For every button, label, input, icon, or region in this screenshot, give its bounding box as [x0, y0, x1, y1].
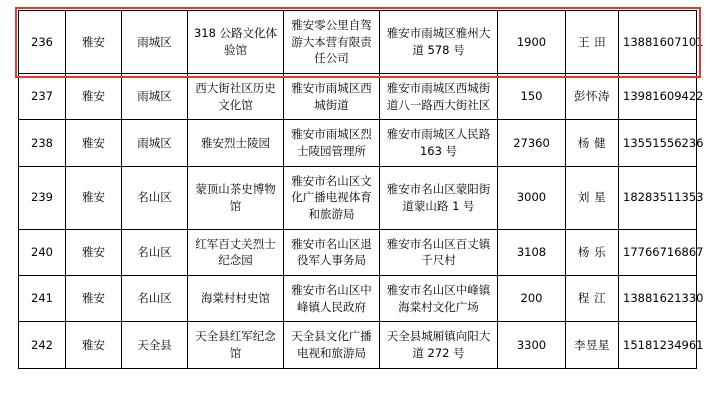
cell-venue-name: 天全县红军纪念馆: [188, 322, 284, 368]
cell-serial-number: 241: [19, 276, 66, 322]
cell-district: 雨城区: [122, 74, 188, 120]
cell-district: 雨城区: [122, 120, 188, 166]
table-row: [19, 74, 697, 120]
cell-managing-unit: 雅安市雨城区西城街道: [284, 74, 380, 120]
cell-city: 雅安: [66, 120, 122, 166]
cell-phone: 13551556236: [619, 120, 697, 166]
cell-city: 雅安: [66, 11, 122, 74]
cell-venue-name: 318 公路文化体验馆: [188, 11, 284, 74]
cell-phone: 17766716867: [619, 229, 697, 275]
cell-address: 雅安市雨城区西城街道八一路西大街社区: [380, 74, 498, 120]
cell-area: 3000: [498, 166, 566, 229]
cell-contact-person: 程 江: [566, 276, 619, 322]
cell-district: 名山区: [122, 276, 188, 322]
table-row: [19, 166, 697, 229]
cell-area: 1900: [498, 11, 566, 74]
cell-address: 雅安市名山区蒙阳街道蒙山路 1 号: [380, 166, 498, 229]
cell-serial-number: 237: [19, 74, 66, 120]
cell-venue-name: 红军百丈关烈士纪念园: [188, 229, 284, 275]
cell-area: 150: [498, 74, 566, 120]
cell-address: 雅安市名山区百丈镇千尺村: [380, 229, 498, 275]
cell-phone: 13881607101: [619, 11, 697, 74]
cell-contact-person: 彭怀涛: [566, 74, 619, 120]
cell-serial-number: 238: [19, 120, 66, 166]
cell-serial-number: 242: [19, 322, 66, 368]
cell-address: 雅安市名山区中峰镇海棠村文化广场: [380, 276, 498, 322]
cell-city: 雅安: [66, 276, 122, 322]
table-row: [19, 322, 697, 368]
cell-phone: 13881621330: [619, 276, 697, 322]
cell-contact-person: 刘 星: [566, 166, 619, 229]
cell-district: 名山区: [122, 229, 188, 275]
table-row: [19, 229, 697, 275]
cell-district: 名山区: [122, 166, 188, 229]
table-body: [19, 11, 704, 369]
cell-venue-name: 雅安烈士陵园: [188, 120, 284, 166]
cell-phone: 18283511353: [619, 166, 697, 229]
cell-address: 雅安市雨城区雅州大道 578 号: [380, 11, 498, 74]
table-row: [19, 11, 697, 74]
cell-venue-name: 蒙顶山茶史博物馆: [188, 166, 284, 229]
cell-city: 雅安: [66, 229, 122, 275]
cell-managing-unit: 雅安市名山区退役军人事务局: [284, 229, 380, 275]
cell-managing-unit: 雅安市名山区文化广播电视体育和旅游局: [284, 166, 380, 229]
cell-address: 天全县城厢镇向阳大道 272 号: [380, 322, 498, 368]
cell-managing-unit: 天全县文化广播电视和旅游局: [284, 322, 380, 368]
cell-managing-unit: 雅安市雨城区烈士陵园管理所: [284, 120, 380, 166]
cell-address: 雅安市雨城区人民路 163 号: [380, 120, 498, 166]
cell-phone: 15181234961: [619, 322, 697, 368]
table-row: [19, 120, 697, 166]
cell-city: 雅安: [66, 74, 122, 120]
cell-managing-unit: 雅安市名山区中峰镇人民政府: [284, 276, 380, 322]
cell-area: 27360: [498, 120, 566, 166]
cell-district: 雨城区: [122, 11, 188, 74]
table-row: [19, 276, 697, 322]
cell-district: 天全县: [122, 322, 188, 368]
cell-phone: 13981609422: [619, 74, 697, 120]
cell-area: 3108: [498, 229, 566, 275]
cell-venue-name: 西大街社区历史文化馆: [188, 74, 284, 120]
cell-serial-number: 240: [19, 229, 66, 275]
venues-table: [18, 10, 704, 369]
cell-serial-number: 239: [19, 166, 66, 229]
cell-contact-person: 杨 乐: [566, 229, 619, 275]
cell-city: 雅安: [66, 322, 122, 368]
cell-contact-person: 杨 健: [566, 120, 619, 166]
cell-contact-person: 李昱星: [566, 322, 619, 368]
cell-area: 200: [498, 276, 566, 322]
cell-venue-name: 海棠村村史馆: [188, 276, 284, 322]
cell-contact-person: 王 田: [566, 11, 619, 74]
cell-area: 3300: [498, 322, 566, 368]
cell-managing-unit: 雅安零公里自驾游大本营有限责任公司: [284, 11, 380, 74]
cell-serial-number: 236: [19, 11, 66, 74]
cell-city: 雅安: [66, 166, 122, 229]
